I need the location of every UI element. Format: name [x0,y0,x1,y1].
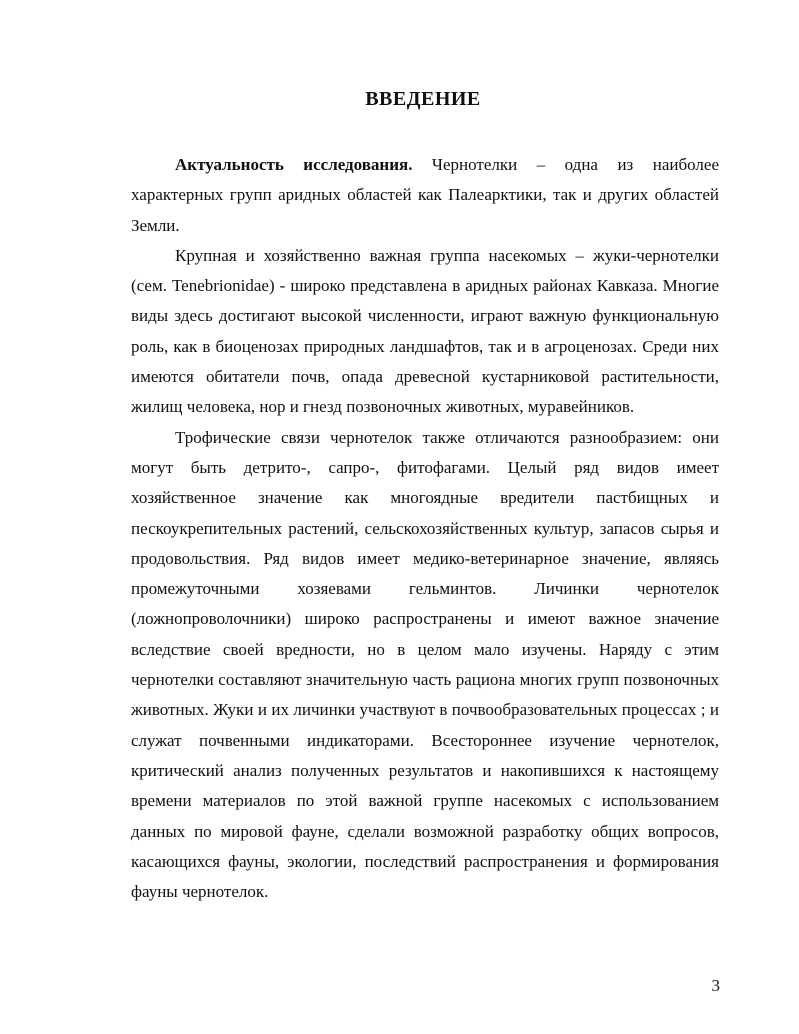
page-number: 3 [711,976,720,995]
page-title: ВВЕДЕНИЕ [365,88,481,110]
paragraph-text: Трофические связи чернотелок также отличаются разнообразием: они могут быть детрито-, сапро-, фитофагами. Целый ряд видов имеет хозяйственное значение как многоядные вредители пастбищных и пескоукрепительных растений, сельскохозяйственных культур, запасов сырья и продовольствия. Ряд видов имеет медико-ветеринарное значение, являясь промежуточными хозяевами гельминтов. Личинки чернотелок (ложнопроволочники) широко распространены и имеют важное значение вследствие своей вредности, но в целом мало изучены. Наряду с этим чернотелки составляют значительную часть рациона многих групп позвоночных животных. Жуки и их личинки участвуют в почвообразовательных процессах ; и служат почвенными индикаторами. Всестороннее изучение чернотелок, критический анализ полученных результатов и накопившихся к настоящему времени материалов по этой важной группе насекомых с использованием данных по мировой фауне, сделали возможной разработку общих вопросов, касающихся фауны, экологии, последствий распространения и формирования фауны чернотелок. [131,427,719,902]
paragraph-lead: Актуальность исследования. [175,155,413,174]
body-text [131,150,719,907]
paragraph-text: Крупная и хозяйственно важная группа насекомых – жуки-чернотелки (сем. Tenebrionidae) - широко представлена в аридных районах Кавказа. Многие виды здесь достигают высокой численности, играют важную функциональную роль, как в биоценозах природных ландшафтов, так и в агроценозах. Среди них имеются обитатели почв, опада древесной кустарниковой растительности, жилищ человека, нор и гнезд позвоночных животных, муравейников. [131,245,719,417]
paragraph-text: Чернотелки – одна из наиболее характерных групп аридных областей как Палеарктики, так и других областей Земли. [131,155,719,235]
paragraph-relevance [131,150,719,241]
